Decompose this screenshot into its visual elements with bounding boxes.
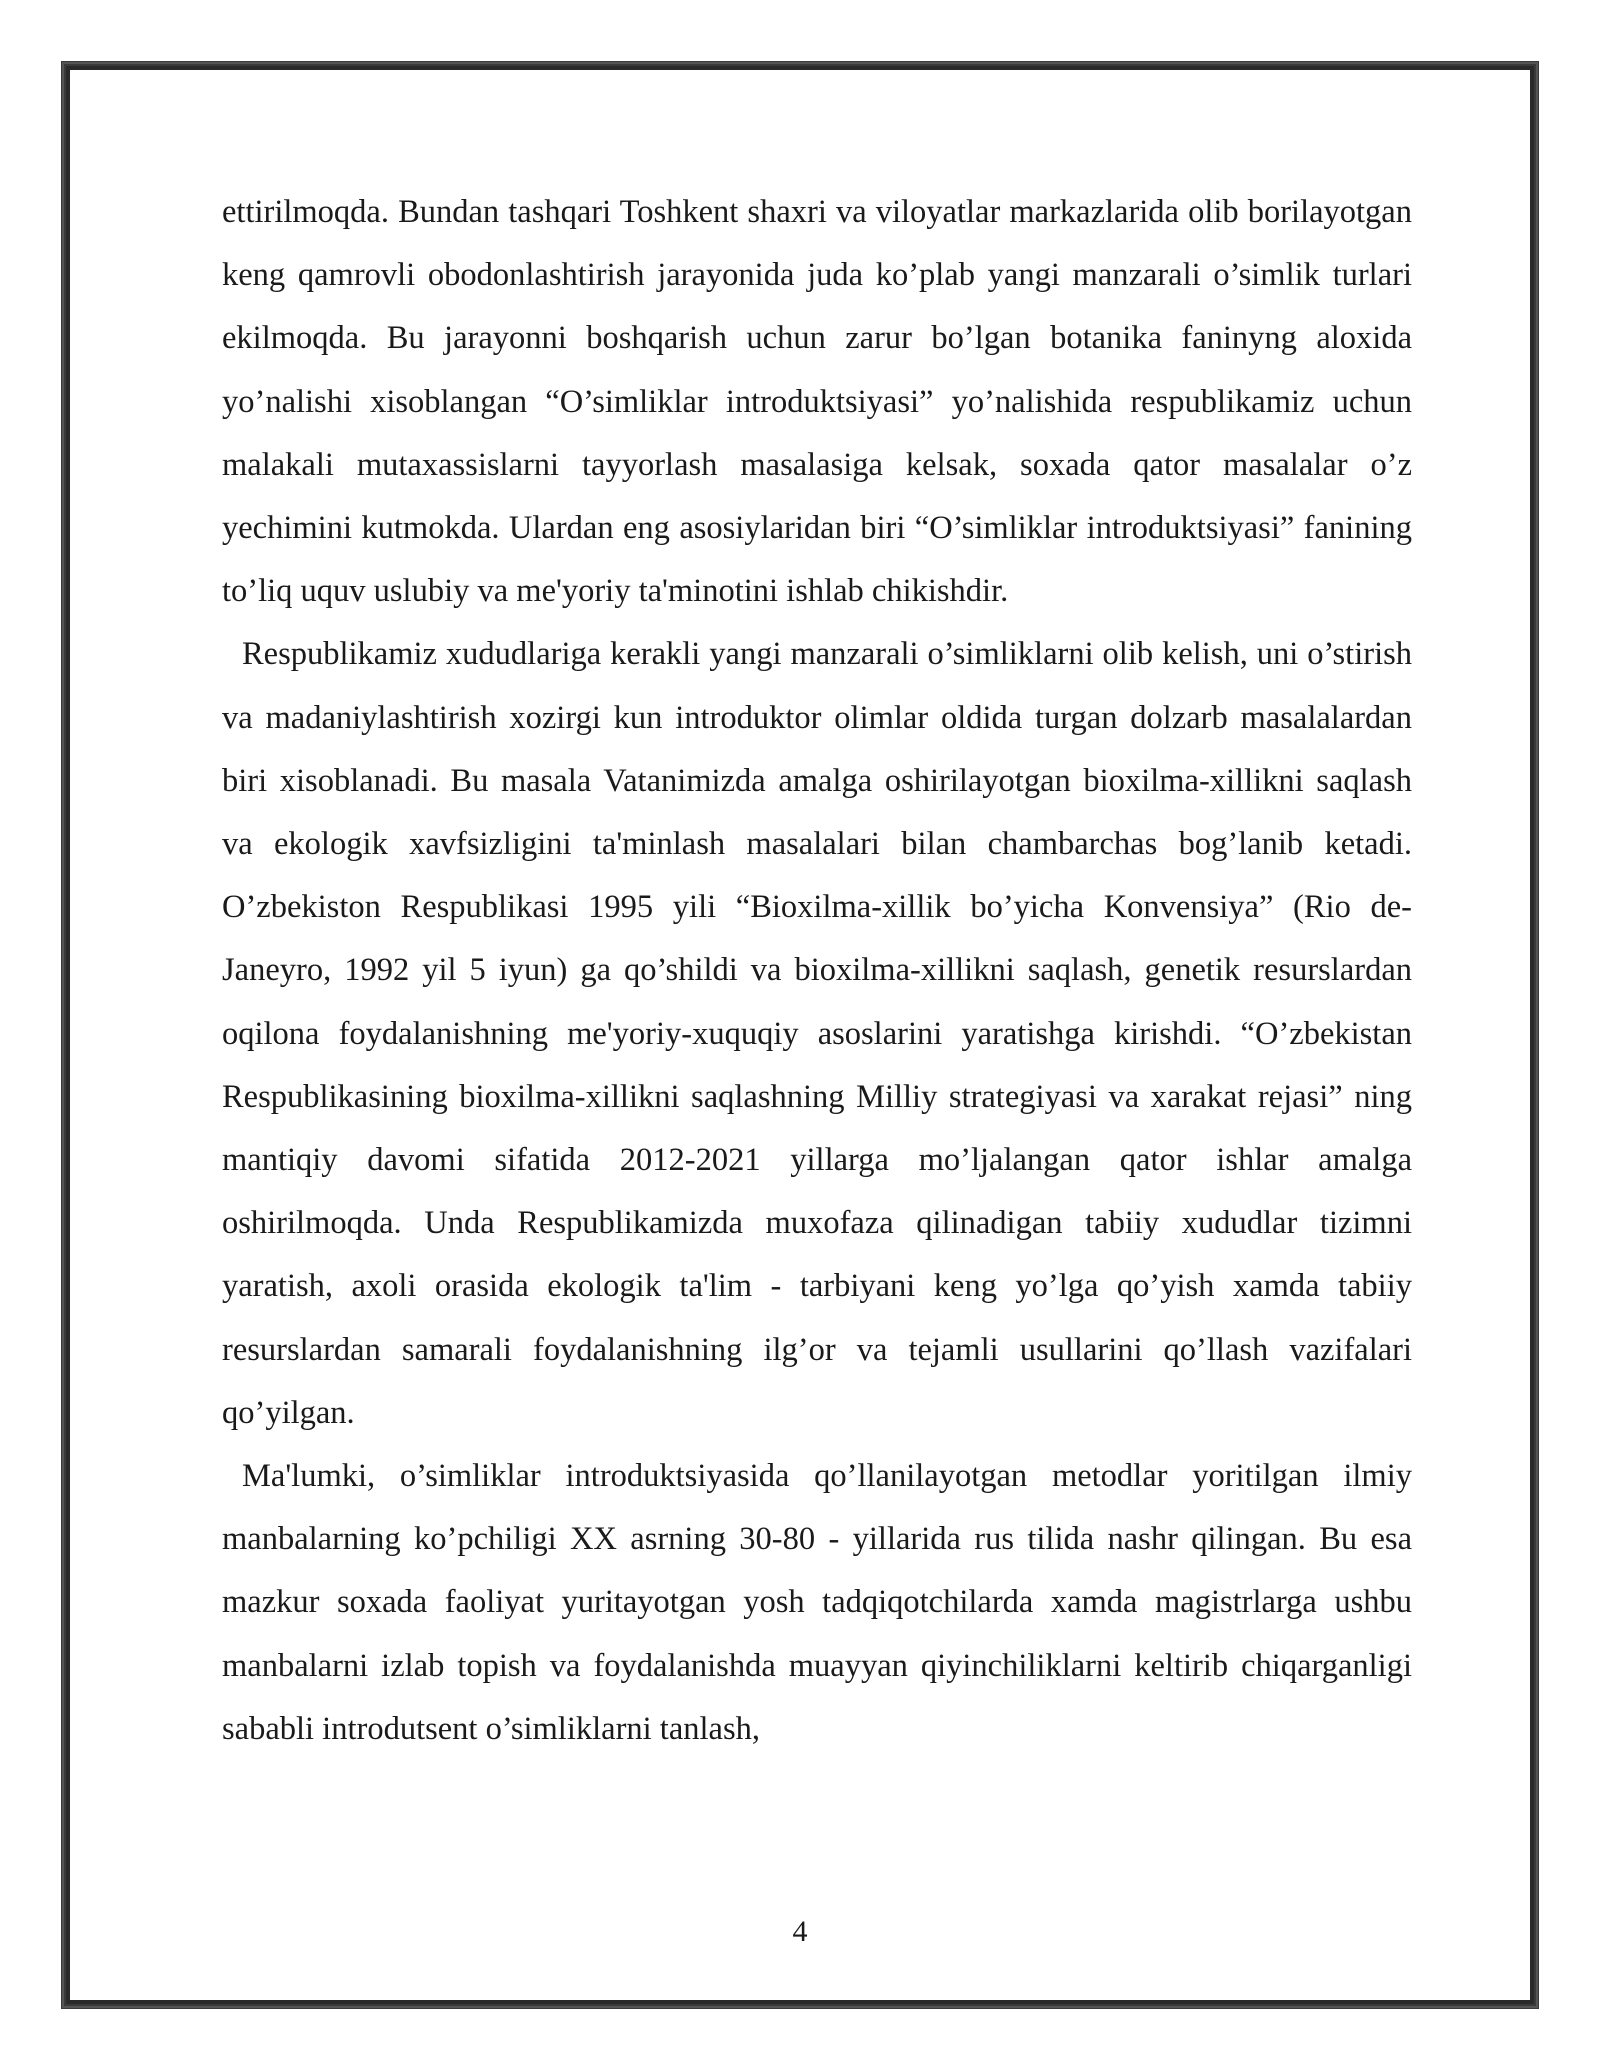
document-body (222, 181, 1412, 1761)
paragraph-3: Ma'lumki, o’simliklar introduktsiyasida qo’llanilayotgan metodlar yoritilgan ilmiy manbalarning ko’pchiligi XX asrning 30-80 - yillarida rus tilida nashr qilingan. Bu esa mazkur soxada faoliyat yuritayotgan yosh tadqiqotchilarda xamda magistrlarga ushbu manbalarni izlab topish va foydalanishda muayyan qiyinchiliklarni keltirib chiqarganligi sababli introdutsent o’simliklarni tanlash, (222, 1458, 1412, 1747)
page-number: 4 (792, 1915, 808, 1948)
paragraph-1: ettirilmoqda. Bundan tashqari Toshkent shaxri va viloyatlar markazlarida olib borilayotgan keng qamrovli obodonlashtirish jarayonida juda ko’plab yangi manzarali o’simlik turlari ekilmoqda. Bu jarayonni boshqarish uchun zarur bo’lgan botanika faninyng aloxida yo’nalishi xisoblangan “O’simliklar introduktsiyasi” yo’nalishida respublikamiz uchun malakali mutaxassislarni tayyorlash masalasiga kelsak, soxada qator masalalar o’z yechimini kutmokda. Ulardan eng asosiylaridan biri “O’simliklar introduktsiyasi” fanining to’liq uquv uslubiy va me'yoriy ta'minotini ishlab chikishdir. (222, 194, 1412, 610)
paragraph-2: Respublikamiz xududlariga kerakli yangi manzarali o’simliklarni olib kelish, uni o’stirish va madaniylashtirish xozirgi kun introduktor olimlar oldida turgan dolzarb masalalardan biri xisoblanadi. Bu masala Vatanimizda amalga oshirilayotgan bioxilma-xillikni saqlash va ekologik xavfsizligini ta'minlash masalalari bilan chambarchas bog’lanib ketadi. O’zbekiston Respublikasi 1995 yili “Bioxilma-xillik bo’yicha Konvensiya” (Rio de-Janeyro, 1992 yil 5 iyun) ga qo’shildi va bioxilma-xillikni saqlash, genetik resurslardan oqilona foydalanishning me'yoriy-xuquqiy asoslarini yaratishga kirishdi. “O’zbekistan Respublikasining bioxilma-xillikni saqlashning Milliy strategiyasi va xarakat rejasi” ning mantiqiy davomi sifatida 2012-2021 yillarga mo’ljalangan qator ishlar amalga oshirilmoqda. Unda Respublikamizda muxofaza qilinadigan tabiiy xududlar tizimni yaratish, axoli orasida ekologik ta'lim - tarbiyani keng yo’lga qo’yish xamda tabiiy resurslardan samarali foydalanishning ilg’or va tejamli usullarini qo’llash vazifalari qo’yilgan. (222, 636, 1412, 1431)
